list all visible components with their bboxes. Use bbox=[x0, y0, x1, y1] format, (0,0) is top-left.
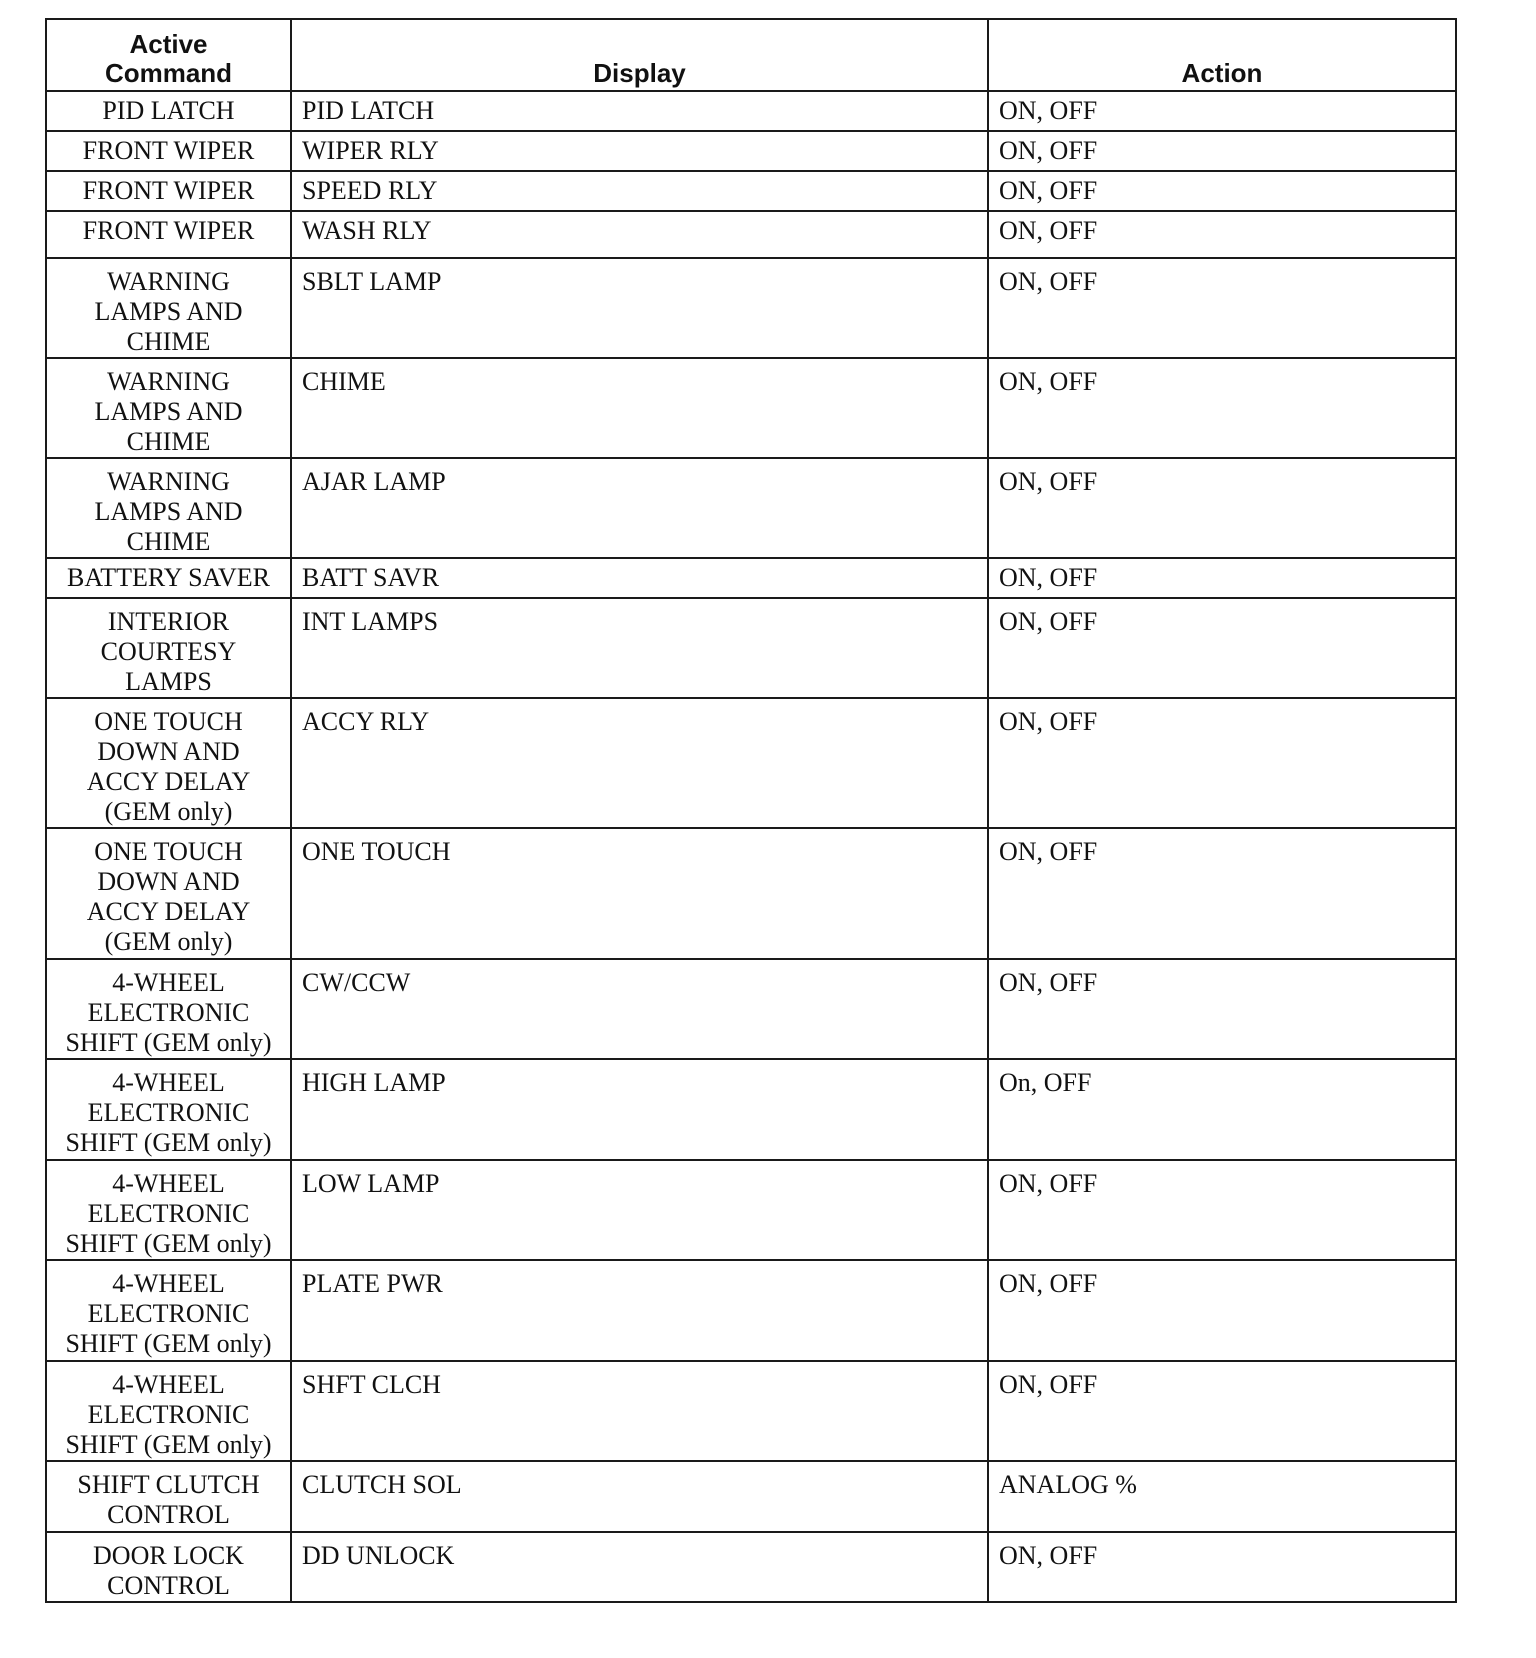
header-active-command bbox=[46, 19, 291, 91]
display-cell: ONE TOUCH bbox=[291, 828, 988, 959]
action-cell: ON, OFF bbox=[988, 458, 1456, 558]
table-row bbox=[46, 1160, 1456, 1260]
display-cell: CLUTCH SOL bbox=[291, 1461, 988, 1532]
command-cell: 4-WHEEL ELECTRONIC SHIFT (GEM only) bbox=[46, 1260, 291, 1361]
table-header bbox=[46, 19, 1456, 91]
display-cell: AJAR LAMP bbox=[291, 458, 988, 558]
command-cell: FRONT WIPER bbox=[46, 171, 291, 211]
header-display-label: Display bbox=[593, 58, 686, 88]
command-cell: 4-WHEEL ELECTRONIC SHIFT (GEM only) bbox=[46, 1059, 291, 1160]
action-cell: ON, OFF bbox=[988, 558, 1456, 598]
action-cell: ON, OFF bbox=[988, 828, 1456, 959]
action-cell: ON, OFF bbox=[988, 211, 1456, 258]
display-cell: PID LATCH bbox=[291, 91, 988, 131]
action-cell: ON, OFF bbox=[988, 1532, 1456, 1602]
header-action bbox=[988, 19, 1456, 91]
display-cell: SBLT LAMP bbox=[291, 258, 988, 358]
display-cell: SHFT CLCH bbox=[291, 1361, 988, 1461]
table-row bbox=[46, 1461, 1456, 1532]
table-row bbox=[46, 258, 1456, 358]
table-row bbox=[46, 171, 1456, 211]
display-cell: PLATE PWR bbox=[291, 1260, 988, 1361]
command-cell: FRONT WIPER bbox=[46, 211, 291, 258]
action-cell: ON, OFF bbox=[988, 258, 1456, 358]
command-cell: FRONT WIPER bbox=[46, 131, 291, 171]
action-cell: On, OFF bbox=[988, 1059, 1456, 1160]
command-cell: ONE TOUCH DOWN AND ACCY DELAY (GEM only) bbox=[46, 698, 291, 828]
action-cell: ON, OFF bbox=[988, 959, 1456, 1059]
table-row bbox=[46, 1361, 1456, 1461]
table-row bbox=[46, 1532, 1456, 1602]
display-cell: CW/CCW bbox=[291, 959, 988, 1059]
action-cell: ON, OFF bbox=[988, 598, 1456, 698]
table-row bbox=[46, 358, 1456, 458]
table-row bbox=[46, 458, 1456, 558]
command-cell: PID LATCH bbox=[46, 91, 291, 131]
table-row bbox=[46, 828, 1456, 959]
action-cell: ON, OFF bbox=[988, 171, 1456, 211]
header-display bbox=[291, 19, 988, 91]
display-cell: DD UNLOCK bbox=[291, 1532, 988, 1602]
command-cell: WARNING LAMPS AND CHIME bbox=[46, 458, 291, 558]
command-cell: WARNING LAMPS AND CHIME bbox=[46, 358, 291, 458]
display-cell: WASH RLY bbox=[291, 211, 988, 258]
command-cell: SHIFT CLUTCH CONTROL bbox=[46, 1461, 291, 1532]
command-table bbox=[45, 18, 1457, 1603]
header-action-label: Action bbox=[1181, 58, 1263, 88]
display-cell: SPEED RLY bbox=[291, 171, 988, 211]
table-row bbox=[46, 959, 1456, 1059]
command-cell: ONE TOUCH DOWN AND ACCY DELAY (GEM only) bbox=[46, 828, 291, 959]
table-row bbox=[46, 558, 1456, 598]
command-cell: BATTERY SAVER bbox=[46, 558, 291, 598]
display-cell: CHIME bbox=[291, 358, 988, 458]
command-cell: 4-WHEEL ELECTRONIC SHIFT (GEM only) bbox=[46, 1160, 291, 1260]
table-row bbox=[46, 91, 1456, 131]
display-cell: BATT SAVR bbox=[291, 558, 988, 598]
action-cell: ON, OFF bbox=[988, 698, 1456, 828]
display-cell: HIGH LAMP bbox=[291, 1059, 988, 1160]
action-cell: ANALOG % bbox=[988, 1461, 1456, 1532]
action-cell: ON, OFF bbox=[988, 1160, 1456, 1260]
table-row bbox=[46, 1059, 1456, 1160]
command-cell: 4-WHEEL ELECTRONIC SHIFT (GEM only) bbox=[46, 1361, 291, 1461]
action-cell: ON, OFF bbox=[988, 1260, 1456, 1361]
table-row bbox=[46, 131, 1456, 171]
action-cell: ON, OFF bbox=[988, 131, 1456, 171]
action-cell: ON, OFF bbox=[988, 1361, 1456, 1461]
command-cell: INTERIOR COURTESY LAMPS bbox=[46, 598, 291, 698]
command-cell: DOOR LOCK CONTROL bbox=[46, 1532, 291, 1602]
display-cell: INT LAMPS bbox=[291, 598, 988, 698]
command-cell: WARNING LAMPS AND CHIME bbox=[46, 258, 291, 358]
action-cell: ON, OFF bbox=[988, 91, 1456, 131]
table-row bbox=[46, 698, 1456, 828]
table-body bbox=[46, 91, 1456, 1602]
table-row bbox=[46, 1260, 1456, 1361]
command-cell: 4-WHEEL ELECTRONIC SHIFT (GEM only) bbox=[46, 959, 291, 1059]
action-cell: ON, OFF bbox=[988, 358, 1456, 458]
display-cell: ACCY RLY bbox=[291, 698, 988, 828]
table-row bbox=[46, 211, 1456, 258]
table-row bbox=[46, 598, 1456, 698]
display-cell: WIPER RLY bbox=[291, 131, 988, 171]
header-row bbox=[46, 19, 1456, 91]
display-cell: LOW LAMP bbox=[291, 1160, 988, 1260]
header-active-command-label: Active Command bbox=[104, 29, 233, 88]
